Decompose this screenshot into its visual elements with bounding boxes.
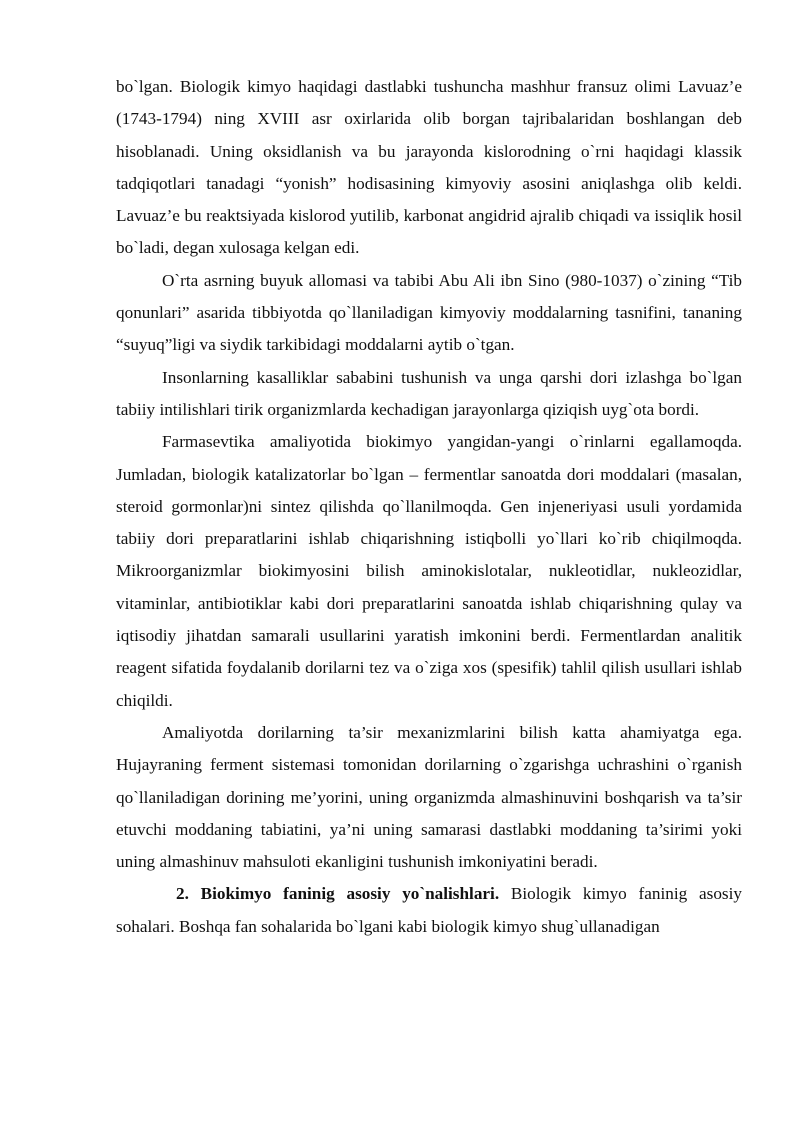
paragraph-pharmaceutics: Farmasevtika amaliyotida biokimyo yangidan-yangi o`rinlarni egallamoqda. Jumladan, biologik katalizatorlar bo`lgan – fermentlar sanoatda dori moddalari (masalan, steroid gormonlar)ni sintez qilishda qo`llanilmoqda. Gen injeneriyasi usuli yordamida tabiiy dori preparatlarini ishlab chiqarishning istiqbolli yo`llari ko`rib chiqilmoqda. Mikroorganizmlar biokimyosini bilish aminokislotalar, nukleotidlar, nukleozidlar, vitaminlar, antibiotiklar kabi dori preparatlarini sanoatda ishlab chiqarishning qulay va iqtisodiy jihatdan samarali usullarini yaratish imkonini berdi. Fermentlardan analitik reagent sifatida foydalanib dorilarni tez va o`ziga xos (spesifik) tahlil qilish usullari ishlab chiqildi. — [116, 432, 742, 710]
document-page — [116, 71, 742, 943]
paragraph-ibn-sino: O`rta asrning buyuk allomasi va tabibi Abu Ali ibn Sino (980-1037) o`zining “Tib qonunlari” asarida tibbiyotda qo`llaniladigan kimyoviy moddalarning tasnifini, tananing “suyuq”ligi va siydik tarkibidagi moddalarni aytib o`tgan. — [116, 270, 742, 355]
paragraph-lavoisier: bo`lgan. Biologik kimyo haqidagi dastlabki tushuncha mashhur fransuz olimi Lavuaz’e (1743-1794) ning XVIII asr oxirlarida olib borgan tajribalaridan boshlangan deb hisoblanadi. Uning oksidlanish va bu jarayonda kislorodning o`rni haqidagi klassik tadqiqotlari tanadagi “yonish” hodisasining kimyoviy asosini aniqlashga olib keldi. Lavuaz’e bu reaktsiyada kislorod yutilib, karbonat angidrid ajralib chiqadi va issiqlik hosil bo`ladi, degan xulosaga kelgan edi. — [116, 77, 742, 258]
section-body-text: Biologik kimyo faninig asosiy sohalari. Boshqa fan sohalarida bo`lgani kabi biologik kimyo shug`ullanadigan — [116, 884, 742, 936]
paragraph-section-2 — [116, 878, 742, 943]
paragraph-drug-mechanisms: Amaliyotda dorilarning ta’sir mexanizmlarini bilish katta ahamiyatga ega. Hujayraning ferment sistemasi tomonidan dorilarning o`zgarishga uchrashini o`rganish qo`llaniladigan dorining me’yorini, uning organizmda almashinuvini boshqarish va ta’sir etuvchi moddaning tabiatini, ya’ni uning samarasi dastlabki moddaning ta’sirimi yoki uning almashinuv mahsuloti ekanligini tushunish imkoniyatini beradi. — [116, 722, 742, 872]
paragraph-human-diseases: Insonlarning kasalliklar sababini tushunish va unga qarshi dori izlashga bo`lgan tabiiy intilishlari tirik organizmlarda kechadigan jarayonlarga qiziqish uyg`ota bordi. — [116, 367, 742, 419]
section-heading: 2. Biokimyo faninig asosiy yo`nalishlari. — [176, 884, 500, 904]
